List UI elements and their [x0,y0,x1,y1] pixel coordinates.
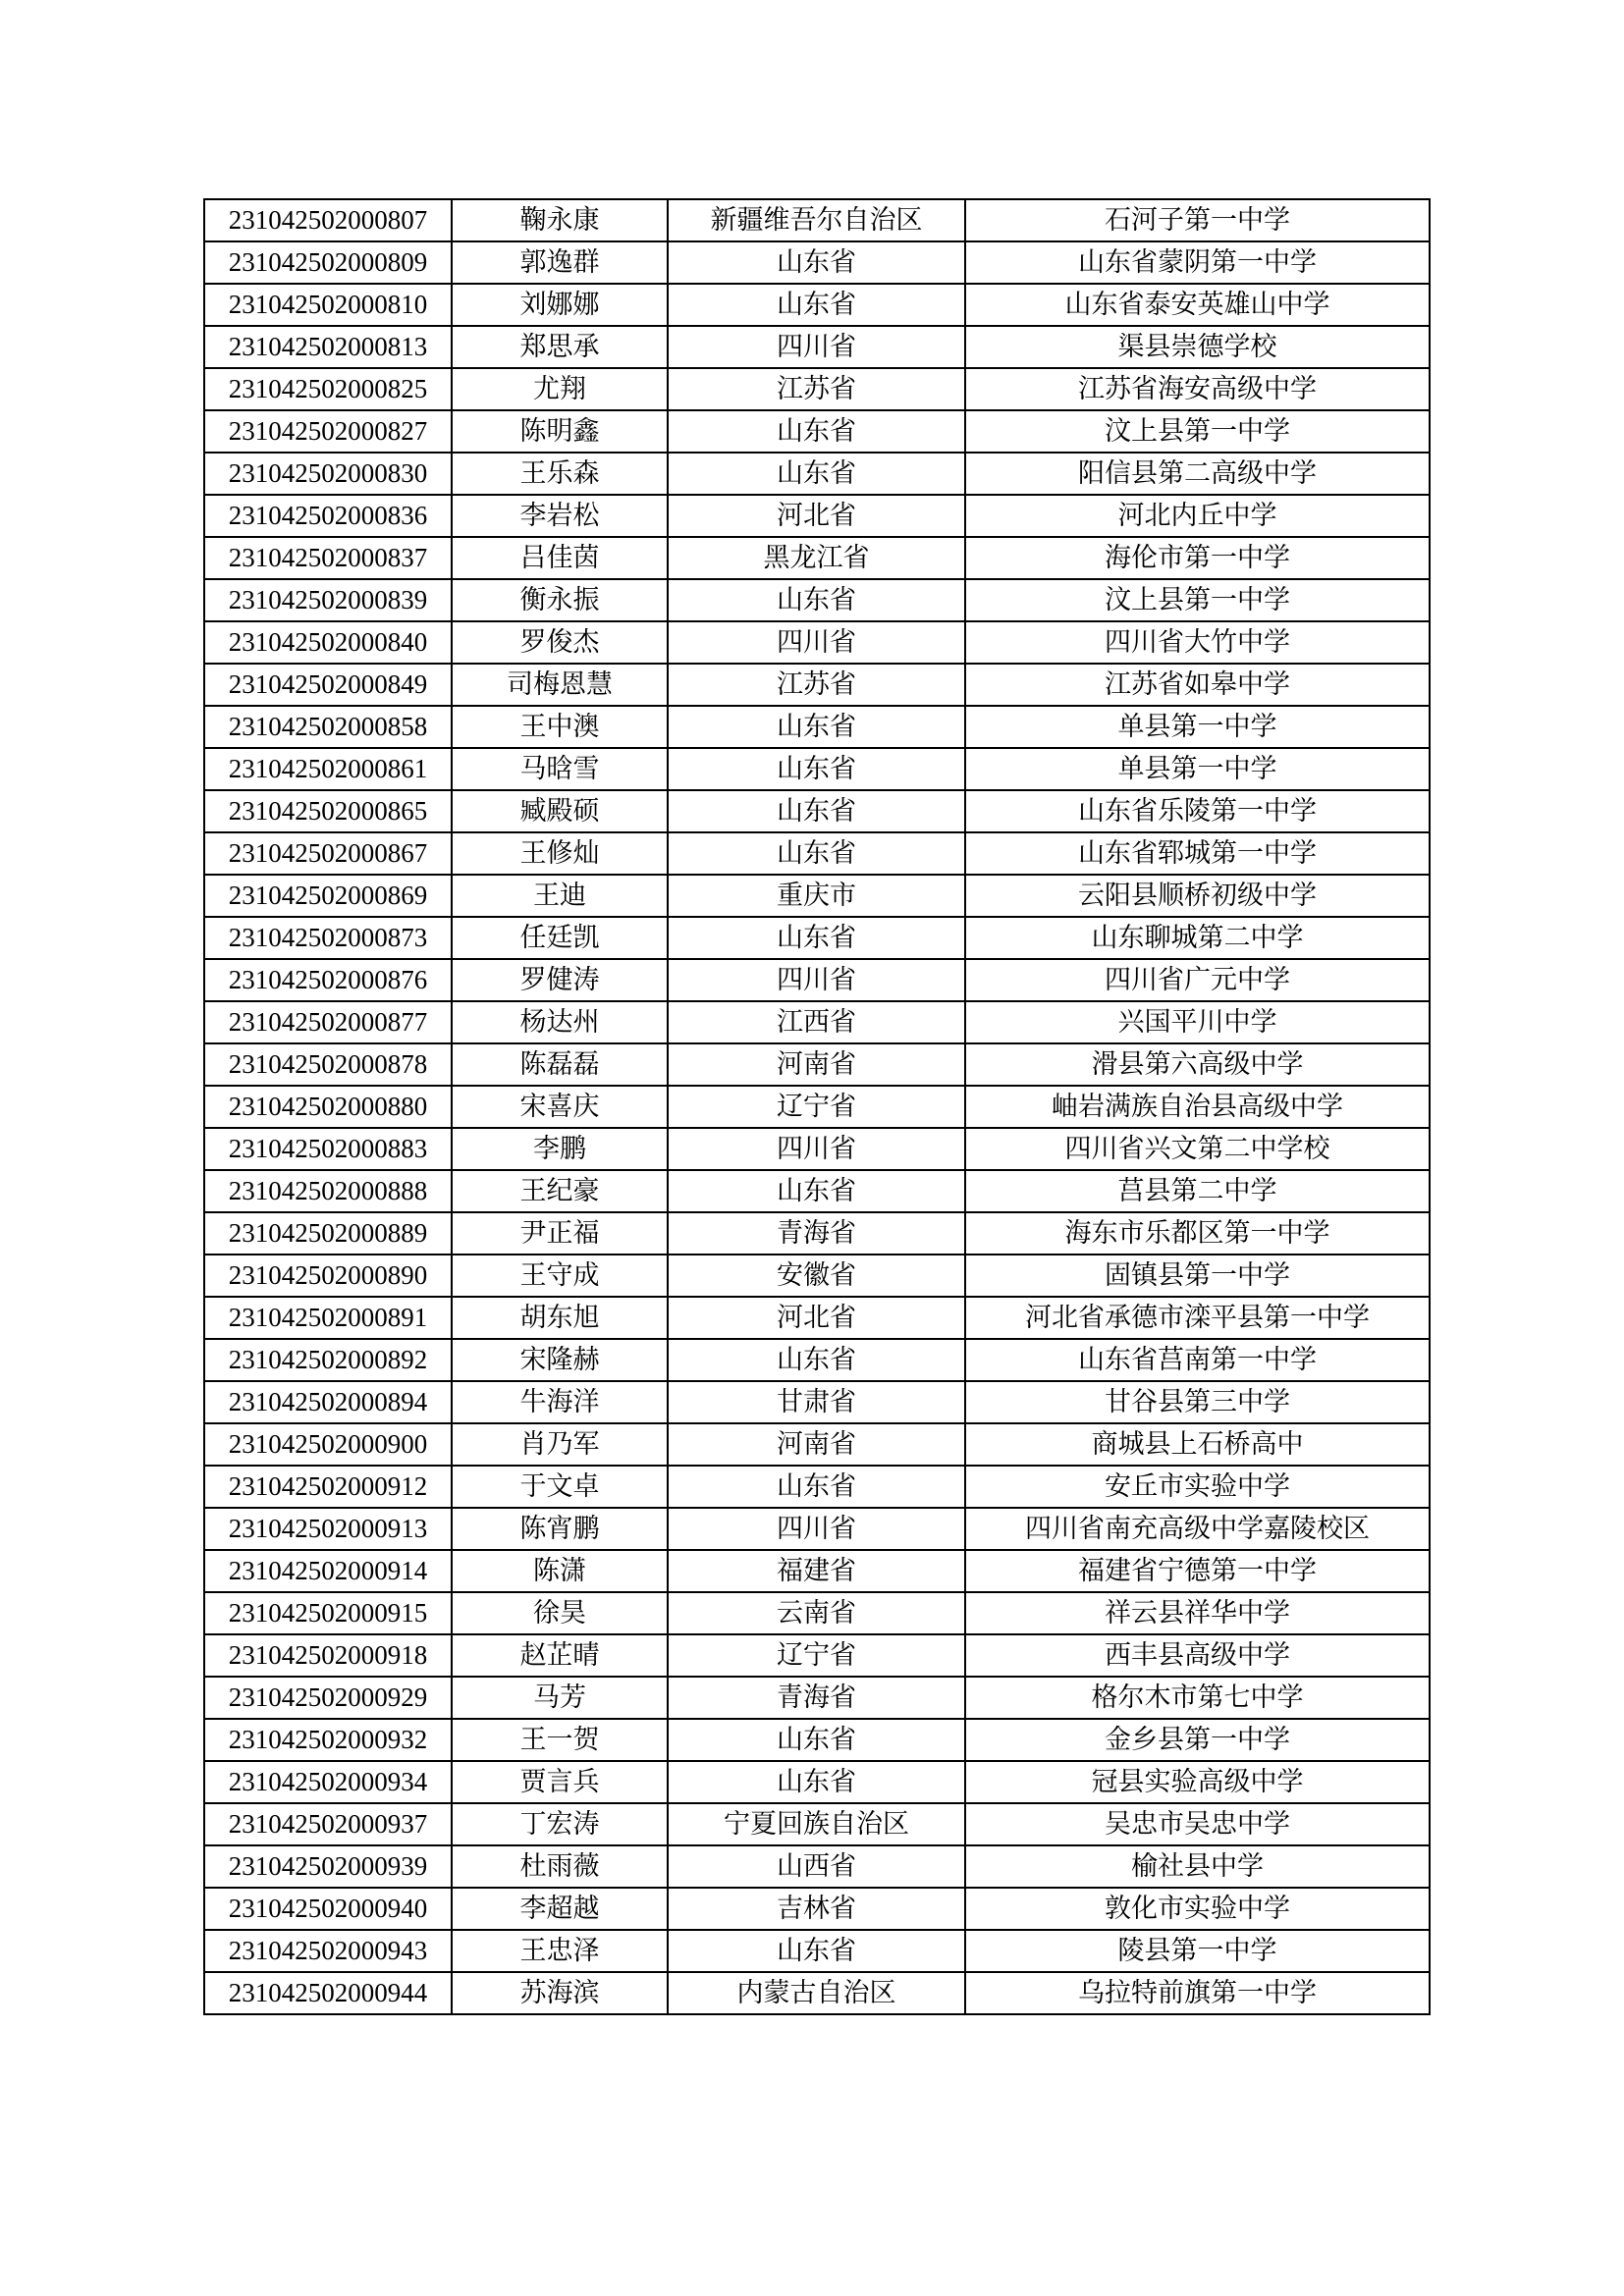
cell-id: 231042502000830 [204,453,452,495]
table-row [204,1719,1430,1761]
table-row [204,1930,1430,1972]
cell-province: 山东省 [668,748,965,790]
cell-province: 黑龙江省 [668,537,965,579]
cell-id: 231042502000869 [204,875,452,917]
cell-id: 231042502000932 [204,1719,452,1761]
cell-province: 河南省 [668,1423,965,1466]
cell-school: 四川省广元中学 [965,959,1430,1001]
table-row [204,1381,1430,1423]
cell-province: 山东省 [668,706,965,748]
cell-name: 赵芷晴 [452,1634,668,1677]
cell-id: 231042502000889 [204,1212,452,1255]
cell-province: 山东省 [668,241,965,284]
cell-province: 河北省 [668,495,965,537]
cell-name: 宋喜庆 [452,1086,668,1128]
table-row [204,1086,1430,1128]
cell-id: 231042502000867 [204,832,452,875]
cell-id: 231042502000944 [204,1972,452,2014]
cell-name: 胡东旭 [452,1297,668,1339]
cell-name: 贾言兵 [452,1761,668,1803]
cell-province: 安徽省 [668,1255,965,1297]
cell-province: 山东省 [668,1466,965,1508]
cell-province: 宁夏回族自治区 [668,1803,965,1845]
table-row [204,579,1430,621]
cell-province: 河北省 [668,1297,965,1339]
cell-name: 任廷凯 [452,917,668,959]
cell-id: 231042502000894 [204,1381,452,1423]
cell-name: 宋隆赫 [452,1339,668,1381]
cell-school: 金乡县第一中学 [965,1719,1430,1761]
table-row [204,1972,1430,2014]
table-row [204,1845,1430,1888]
cell-province: 山西省 [668,1845,965,1888]
cell-id: 231042502000915 [204,1592,452,1634]
cell-school: 云阳县顺桥初级中学 [965,875,1430,917]
cell-id: 231042502000810 [204,284,452,326]
table-row [204,241,1430,284]
cell-name: 王忠泽 [452,1930,668,1972]
cell-name: 罗俊杰 [452,621,668,664]
cell-school: 山东省郓城第一中学 [965,832,1430,875]
table-row [204,790,1430,832]
table-row [204,1128,1430,1170]
cell-province: 四川省 [668,326,965,368]
cell-school: 敦化市实验中学 [965,1888,1430,1930]
cell-id: 231042502000825 [204,368,452,410]
table-row [204,1043,1430,1086]
cell-id: 231042502000873 [204,917,452,959]
cell-name: 王修灿 [452,832,668,875]
cell-id: 231042502000912 [204,1466,452,1508]
cell-school: 固镇县第一中学 [965,1255,1430,1297]
cell-name: 李岩松 [452,495,668,537]
cell-id: 231042502000827 [204,410,452,453]
table-row [204,664,1430,706]
cell-province: 山东省 [668,1339,965,1381]
cell-name: 于文卓 [452,1466,668,1508]
cell-id: 231042502000813 [204,326,452,368]
cell-name: 衡永振 [452,579,668,621]
table-row [204,1001,1430,1043]
cell-province: 四川省 [668,959,965,1001]
table-row [204,917,1430,959]
cell-school: 河北内丘中学 [965,495,1430,537]
cell-name: 王乐森 [452,453,668,495]
cell-province: 四川省 [668,1508,965,1550]
cell-school: 海东市乐都区第一中学 [965,1212,1430,1255]
cell-school: 福建省宁德第一中学 [965,1550,1430,1592]
cell-province: 山东省 [668,1761,965,1803]
cell-school: 吴忠市吴忠中学 [965,1803,1430,1845]
cell-school: 四川省兴文第二中学校 [965,1128,1430,1170]
cell-province: 河南省 [668,1043,965,1086]
table-row [204,199,1430,241]
cell-name: 王守成 [452,1255,668,1297]
cell-name: 鞠永康 [452,199,668,241]
table-row [204,748,1430,790]
cell-province: 山东省 [668,1170,965,1212]
table-row [204,284,1430,326]
table-row [204,1508,1430,1550]
table-row [204,875,1430,917]
cell-province: 内蒙古自治区 [668,1972,965,2014]
cell-name: 马芳 [452,1677,668,1719]
cell-name: 郭逸群 [452,241,668,284]
cell-id: 231042502000913 [204,1508,452,1550]
cell-id: 231042502000807 [204,199,452,241]
cell-school: 冠县实验高级中学 [965,1761,1430,1803]
table-row [204,1761,1430,1803]
cell-name: 李超越 [452,1888,668,1930]
cell-province: 青海省 [668,1212,965,1255]
cell-id: 231042502000891 [204,1297,452,1339]
cell-id: 231042502000888 [204,1170,452,1212]
cell-id: 231042502000809 [204,241,452,284]
cell-school: 单县第一中学 [965,748,1430,790]
cell-name: 李鹏 [452,1128,668,1170]
table-body [204,199,1430,2014]
table-row [204,453,1430,495]
cell-id: 231042502000937 [204,1803,452,1845]
cell-name: 丁宏涛 [452,1803,668,1845]
cell-school: 江苏省海安高级中学 [965,368,1430,410]
cell-province: 甘肃省 [668,1381,965,1423]
cell-province: 山东省 [668,1930,965,1972]
cell-name: 陈潇 [452,1550,668,1592]
cell-school: 山东省泰安英雄山中学 [965,284,1430,326]
cell-school: 山东聊城第二中学 [965,917,1430,959]
cell-name: 王纪豪 [452,1170,668,1212]
cell-id: 231042502000865 [204,790,452,832]
cell-name: 陈宵鹏 [452,1508,668,1550]
cell-province: 四川省 [668,1128,965,1170]
table-row [204,1550,1430,1592]
cell-id: 231042502000858 [204,706,452,748]
cell-id: 231042502000861 [204,748,452,790]
cell-school: 商城县上石桥高中 [965,1423,1430,1466]
cell-school: 岫岩满族自治县高级中学 [965,1086,1430,1128]
cell-school: 四川省南充高级中学嘉陵校区 [965,1508,1430,1550]
table-row [204,832,1430,875]
cell-province: 青海省 [668,1677,965,1719]
cell-school: 甘谷县第三中学 [965,1381,1430,1423]
cell-province: 福建省 [668,1550,965,1592]
cell-school: 四川省大竹中学 [965,621,1430,664]
cell-school: 汶上县第一中学 [965,410,1430,453]
cell-name: 吕佳茵 [452,537,668,579]
cell-school: 汶上县第一中学 [965,579,1430,621]
cell-name: 牛海洋 [452,1381,668,1423]
cell-province: 辽宁省 [668,1634,965,1677]
cell-school: 石河子第一中学 [965,199,1430,241]
cell-province: 重庆市 [668,875,965,917]
table-row [204,959,1430,1001]
cell-school: 西丰县高级中学 [965,1634,1430,1677]
cell-school: 河北省承德市滦平县第一中学 [965,1297,1430,1339]
cell-name: 陈磊磊 [452,1043,668,1086]
cell-school: 山东省乐陵第一中学 [965,790,1430,832]
table-row [204,621,1430,664]
cell-name: 马晗雪 [452,748,668,790]
cell-id: 231042502000849 [204,664,452,706]
cell-province: 四川省 [668,621,965,664]
cell-school: 榆社县中学 [965,1845,1430,1888]
cell-school: 山东省莒南第一中学 [965,1339,1430,1381]
cell-school: 莒县第二中学 [965,1170,1430,1212]
cell-province: 山东省 [668,284,965,326]
cell-id: 231042502000877 [204,1001,452,1043]
cell-province: 山东省 [668,579,965,621]
table-row [204,1339,1430,1381]
cell-school: 江苏省如皋中学 [965,664,1430,706]
table-row [204,706,1430,748]
cell-province: 江苏省 [668,368,965,410]
cell-id: 231042502000876 [204,959,452,1001]
cell-school: 兴国平川中学 [965,1001,1430,1043]
table-row [204,410,1430,453]
table-row [204,1803,1430,1845]
cell-id: 231042502000878 [204,1043,452,1086]
cell-id: 231042502000883 [204,1128,452,1170]
cell-name: 尤翔 [452,368,668,410]
cell-school: 滑县第六高级中学 [965,1043,1430,1086]
cell-province: 江苏省 [668,664,965,706]
cell-name: 苏海滨 [452,1972,668,2014]
table-row [204,495,1430,537]
cell-province: 山东省 [668,453,965,495]
cell-school: 安丘市实验中学 [965,1466,1430,1508]
cell-school: 海伦市第一中学 [965,537,1430,579]
cell-id: 231042502000914 [204,1550,452,1592]
cell-id: 231042502000836 [204,495,452,537]
cell-school: 格尔木市第七中学 [965,1677,1430,1719]
cell-name: 王迪 [452,875,668,917]
cell-name: 杨达州 [452,1001,668,1043]
cell-id: 231042502000900 [204,1423,452,1466]
table-row [204,537,1430,579]
cell-id: 231042502000840 [204,621,452,664]
cell-id: 231042502000837 [204,537,452,579]
cell-name: 徐昊 [452,1592,668,1634]
cell-school: 渠县崇德学校 [965,326,1430,368]
cell-id: 231042502000939 [204,1845,452,1888]
cell-school: 乌拉特前旗第一中学 [965,1972,1430,2014]
table-row [204,1888,1430,1930]
cell-school: 祥云县祥华中学 [965,1592,1430,1634]
table-row [204,1423,1430,1466]
table-row [204,1466,1430,1508]
cell-name: 臧殿硕 [452,790,668,832]
cell-name: 肖乃军 [452,1423,668,1466]
cell-name: 陈明鑫 [452,410,668,453]
table-row [204,1592,1430,1634]
table-row [204,326,1430,368]
table-row [204,1634,1430,1677]
cell-name: 尹正福 [452,1212,668,1255]
cell-school: 阳信县第二高级中学 [965,453,1430,495]
cell-name: 王一贺 [452,1719,668,1761]
cell-province: 江西省 [668,1001,965,1043]
cell-name: 郑思承 [452,326,668,368]
table-row [204,1255,1430,1297]
cell-province: 辽宁省 [668,1086,965,1128]
table-row [204,1297,1430,1339]
cell-province: 山东省 [668,410,965,453]
cell-name: 刘娜娜 [452,284,668,326]
cell-province: 新疆维吾尔自治区 [668,199,965,241]
cell-id: 231042502000918 [204,1634,452,1677]
table-row [204,368,1430,410]
table-row [204,1212,1430,1255]
cell-id: 231042502000892 [204,1339,452,1381]
cell-id: 231042502000934 [204,1761,452,1803]
cell-id: 231042502000940 [204,1888,452,1930]
cell-province: 山东省 [668,832,965,875]
cell-name: 司梅恩慧 [452,664,668,706]
cell-id: 231042502000890 [204,1255,452,1297]
cell-id: 231042502000880 [204,1086,452,1128]
cell-province: 山东省 [668,1719,965,1761]
cell-province: 云南省 [668,1592,965,1634]
table-row [204,1170,1430,1212]
cell-id: 231042502000943 [204,1930,452,1972]
cell-school: 陵县第一中学 [965,1930,1430,1972]
cell-id: 231042502000929 [204,1677,452,1719]
student-table [203,198,1431,2015]
cell-province: 山东省 [668,917,965,959]
cell-school: 单县第一中学 [965,706,1430,748]
cell-school: 山东省蒙阴第一中学 [965,241,1430,284]
table-row [204,1677,1430,1719]
cell-province: 山东省 [668,790,965,832]
cell-name: 罗健涛 [452,959,668,1001]
cell-name: 王中澳 [452,706,668,748]
cell-province: 吉林省 [668,1888,965,1930]
cell-name: 杜雨薇 [452,1845,668,1888]
cell-id: 231042502000839 [204,579,452,621]
